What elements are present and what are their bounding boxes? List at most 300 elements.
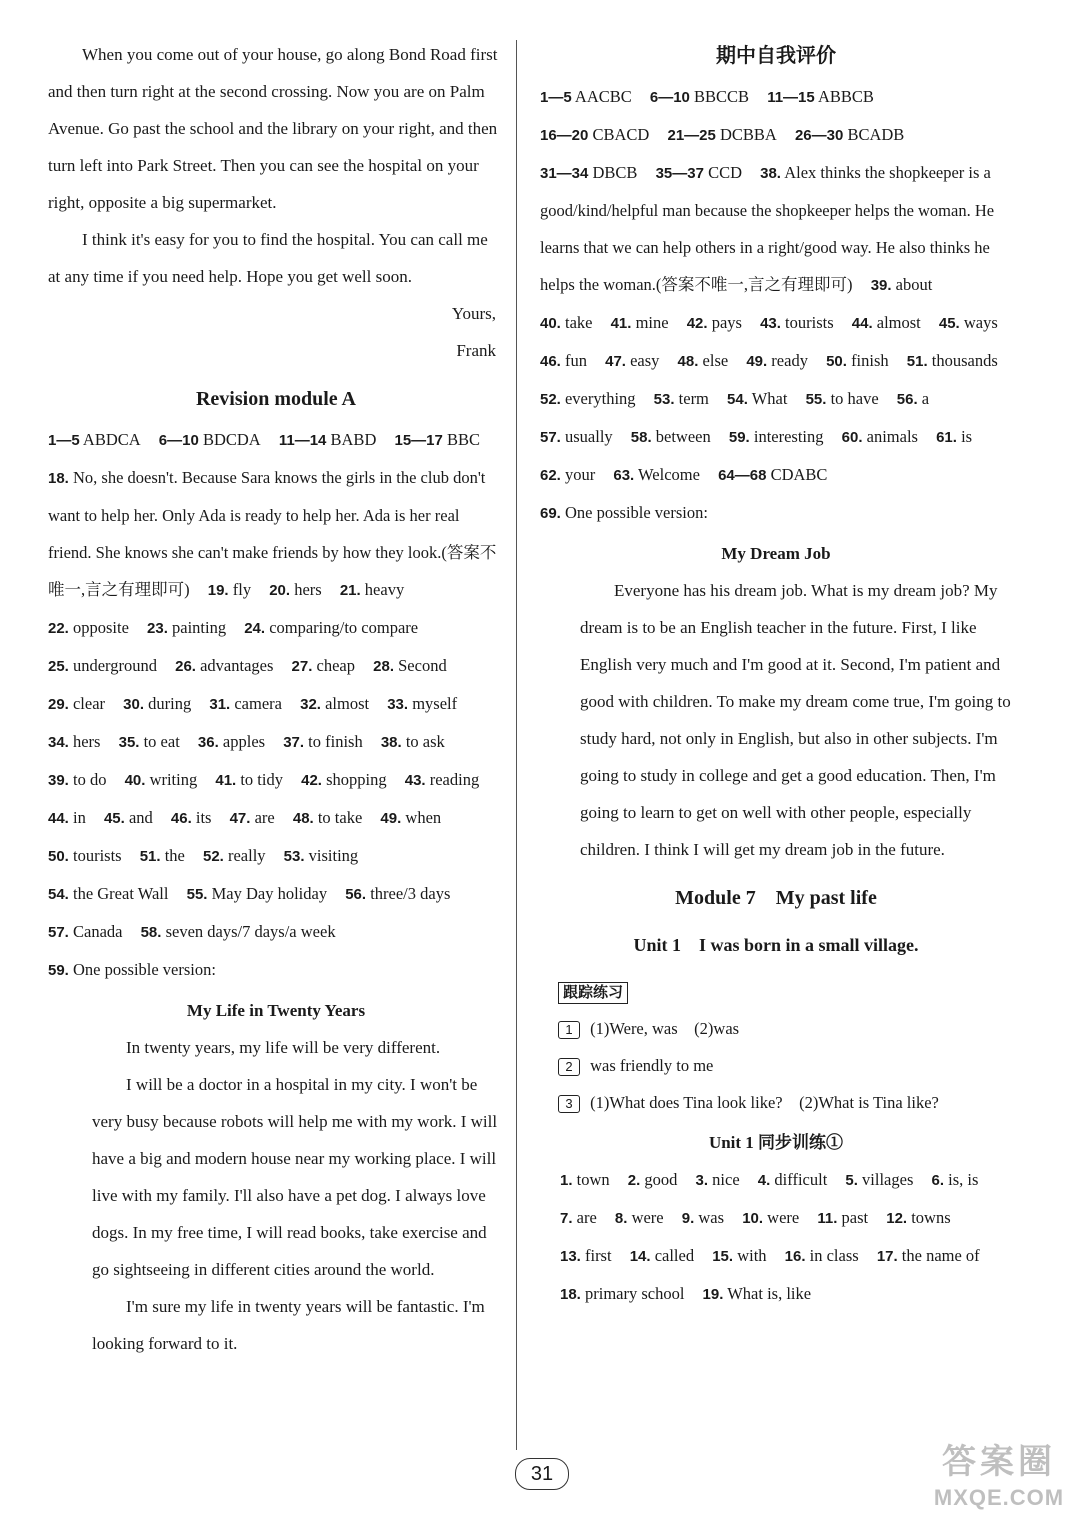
answer-item [292,656,355,675]
answer-text: difficult [770,1170,828,1189]
answer-item [104,808,153,827]
answer-text: about [891,275,933,294]
answer-item [871,275,933,294]
answer-text: three/3 days [366,884,451,903]
letter-body [48,36,504,369]
answer-text: No, she doesn't. Because Sara knows the girls in the club don't want to help her. Only Ada is ready to help her. Ada is her real friend. She knows she can't make friends by how they look.(答案不唯一,言之有理即可) [48,468,497,599]
answer-text: DCBBA [715,125,777,144]
answer-item [687,313,742,332]
answer-text: BBCCB [689,87,750,106]
answer-item [932,1170,979,1189]
answer-number: 14. [629,1248,651,1265]
answer-text: finish [846,351,889,370]
sync-answer-list [540,1161,1012,1313]
answer-item [742,1208,799,1227]
answer-item [300,694,369,713]
answer-number: 32. [300,696,321,713]
answer-text: ways [959,313,998,332]
sync-training-title: Unit 1 同步训练① [708,1133,844,1152]
answer-text: visiting [304,846,359,865]
answer-number: 1—5 [48,432,80,449]
answer-item [380,808,441,827]
answer-item [907,351,998,370]
answer-number: 8. [614,1210,628,1227]
answer-text: BBC [442,430,481,449]
answer-number: 26—30 [794,127,844,144]
letter-paragraph: I think it's easy for you to find the hospital. You can call me at any time if you need help. Hope you get well soon. [48,230,488,286]
answer-text: fun [560,351,587,370]
answer-number: 50. [48,848,69,865]
answer-item [244,618,418,637]
answer-text: heavy [360,580,405,599]
answer-item [123,694,191,713]
answer-number: 43. [404,772,426,789]
question-number: 59. [48,962,69,979]
answer-number: 64—68 [718,467,767,484]
answer-number: 41. [610,315,632,332]
answer-number: 6—10 [649,89,690,106]
answer-item [631,427,711,446]
answer-number: 35—37 [655,165,704,182]
answer-text: are [572,1208,597,1227]
practice-item-number: 1 [558,1021,580,1039]
midterm-answer-list [540,78,1012,494]
answer-number: 51. [139,848,161,865]
answer-text: BABD [326,430,377,449]
answer-text: shopping [321,770,387,789]
answer-number: 16—20 [540,127,589,144]
letter-closing: Yours, [451,304,496,323]
answer-number: 24. [244,620,266,637]
answer-text: to ask [401,732,445,751]
answer-number: 29. [48,696,69,713]
answer-item [630,1246,694,1265]
answer-item [611,313,669,332]
answer-item [615,1208,664,1227]
answer-text: ABBCB [814,87,874,106]
answer-item [373,656,447,675]
answer-text: good [640,1170,678,1189]
answer-text: during [144,694,192,713]
answer-number: 35. [118,734,140,751]
answer-item [540,313,592,332]
answer-number: 61. [936,429,957,446]
revision-answer-list [48,421,504,951]
answer-number: 39. [48,772,69,789]
answer-item [175,656,273,675]
answer-text: pays [707,313,742,332]
answer-number: 48. [677,353,699,370]
essay-paragraph: Everyone has his dream job. What is my dream job? My dream is to be an English teacher in the future. First, I like English very much and I'm good at it. Second, I'm patient and good with children. To make my dream come true, I'm going to study hard, not only in English, but also in other subjects. I'm going to study in college and get a good education. Then, I'm going to learn to get on well with other people, especially children. I think I will get my dream job in the future. [580,581,1011,859]
essay-title-left: My Life in Twenty Years [186,1001,366,1020]
answer-text: everything [560,389,636,408]
answer-number: 26. [175,658,196,675]
answer-item [727,389,787,408]
practice-label: 跟踪练习 [558,982,628,1004]
letter-paragraph: When you come out of your house, go along Bond Road first and then turn right at the second crossing. Now you are on Palm Avenue. Go past the school and the library on your right, and then turn left into Park Street. Then you can see the hospital on your right, opposite a big supermarket. [48,45,498,212]
answer-item [187,884,327,903]
answer-text: May Day holiday [207,884,328,903]
answer-text: to have [826,389,879,408]
answer-number: 30. [123,696,145,713]
answer-number: 11. [817,1210,838,1227]
answer-number: 17. [876,1248,898,1265]
answer-number: 59. [728,429,750,446]
answer-text: Second [394,656,447,675]
answer-text: town [572,1170,610,1189]
answer-item [605,351,659,370]
answer-text: CDABC [766,465,828,484]
question-text: One possible version: [564,503,708,522]
answer-item [215,770,283,789]
answer-item [817,1208,868,1227]
answer-text: AACBC [571,87,632,106]
practice-item [558,1047,1012,1084]
unit-title: Unit 1 I was born in a small village. [633,935,919,955]
answer-number: 43. [760,315,781,332]
answer-number: 18. [560,1286,581,1303]
answer-item [125,770,198,789]
answer-number: 6. [931,1172,945,1189]
answer-number: 38. [380,734,402,751]
answer-text: in class [805,1246,859,1265]
answer-number: 52. [540,391,561,408]
watermark-url: MXQE.COM [933,1485,1065,1510]
answer-number: 41. [215,772,237,789]
answer-item [405,770,479,789]
question-69 [540,494,1012,532]
answer-number: 27. [291,658,313,675]
answer-text: towns [907,1208,951,1227]
answer-number: 16. [784,1248,806,1265]
answer-number: 42. [686,315,708,332]
answer-item [540,87,632,106]
answer-number: 40. [124,772,146,789]
answer-text: between [651,427,711,446]
answer-text: What is, like [723,1284,812,1303]
answer-text: reading [425,770,480,789]
answer-text: DBCB [588,163,638,182]
essay-body-left [48,1029,504,1362]
answer-item [795,125,904,144]
answer-number: 9. [681,1210,695,1227]
answer-number: 45. [938,315,960,332]
answer-item [560,1284,684,1303]
watermark-seal: 答案圈 [942,1443,1056,1481]
answer-item [746,351,808,370]
answer-item [141,922,336,941]
answer-number: 60. [841,429,863,446]
essay-paragraph: In twenty years, my life will be very different. [126,1038,441,1057]
answer-text: else [698,351,729,370]
answer-text: past [837,1208,869,1227]
answer-number: 42. [301,772,322,789]
answer-number: 21—25 [667,127,716,144]
answer-text: villages [857,1170,914,1189]
answer-text: BDCDA [198,430,261,449]
answer-item [826,351,889,370]
answer-number: 2. [627,1172,641,1189]
revision-module-title: Revision module A [195,388,357,410]
answer-item [852,313,921,332]
practice-item-number: 3 [558,1095,580,1113]
answer-item [48,922,122,941]
answer-text: a [917,389,930,408]
answer-number: 28. [373,658,394,675]
answer-item [540,389,636,408]
answer-text: were [763,1208,800,1227]
answer-item [283,732,363,751]
answer-item [345,884,450,903]
answer-number: 3. [695,1172,709,1189]
answer-item [48,732,100,751]
answer-item [718,465,827,484]
answer-number: 55. [186,886,208,903]
essay-body-right [540,572,1012,868]
answer-text: with [733,1246,767,1265]
answer-item [540,351,587,370]
answer-number: 47. [229,810,251,827]
answer-number: 13. [560,1248,581,1265]
answer-number: 25. [48,658,69,675]
answer-text: to do [68,770,107,789]
answer-number: 54. [727,391,748,408]
answer-text: fly [228,580,252,599]
answer-number: 56. [345,886,367,903]
answer-text: advantages [195,656,274,675]
answer-item [269,580,321,599]
practice-item-number: 2 [558,1058,580,1076]
answer-text: the Great Wall [68,884,169,903]
midterm-title: 期中自我评价 [716,45,836,67]
answer-number: 58. [140,924,162,941]
answer-item [381,732,445,751]
answer-item [650,87,749,106]
answer-number: 5. [845,1172,858,1189]
answer-text: cheap [312,656,356,675]
essay-paragraph: I will be a doctor in a hospital in my city. I won't be very busy because robots will help me with my work. I will have a big and modern house near my working place. I will live with my family. I'll also have a pet dog. I always love dogs. In my free time, I will read books, take exercise and go sightseeing in different cities around the world. [92,1075,498,1279]
column-divider [516,40,517,1450]
answer-number: 10. [742,1210,764,1227]
answer-text: primary school [580,1284,685,1303]
answer-text: when [401,808,442,827]
answer-item [682,1208,724,1227]
answer-item [48,430,141,449]
answer-number: 44. [851,315,873,332]
module-title: Module 7 My past life [675,887,877,909]
answer-number: 23. [147,620,168,637]
page-number: 31 [515,1458,569,1490]
answer-text: nice [708,1170,740,1189]
answer-item [48,618,129,637]
answer-text: the name of [897,1246,980,1265]
answer-item [667,125,776,144]
answer-number: 15. [712,1248,734,1265]
answer-item [628,1170,678,1189]
answer-text: called [650,1246,695,1265]
question-text: One possible version: [72,960,216,979]
answer-item [560,1246,612,1265]
answer-text: to take [313,808,363,827]
answer-item [785,1246,859,1265]
essay-title-right: My Dream Job [721,544,831,563]
answer-number: 40. [540,315,561,332]
answer-text: the [160,846,185,865]
answer-number: 6—10 [158,432,199,449]
answer-item [654,389,709,408]
answer-text: ready [767,351,808,370]
answer-text: easy [625,351,660,370]
answer-number: 55. [805,391,827,408]
answer-item [712,1246,766,1265]
answer-item [696,1170,740,1189]
answer-number: 62. [540,467,561,484]
answer-text: were [627,1208,664,1227]
letter-signature: Frank [456,341,496,360]
answer-number: 47. [605,353,626,370]
answer-text: comparing/to compare [265,618,419,637]
answer-item [140,846,185,865]
answer-text: camera [230,694,282,713]
answer-text: mine [631,313,669,332]
answer-item [159,430,261,449]
answer-number: 49. [380,810,402,827]
answer-number: 19. [702,1286,724,1303]
answer-item [845,1170,913,1189]
answer-item [284,846,359,865]
right-column [540,36,1012,1313]
left-column [48,36,504,1362]
answer-number: 12. [886,1210,908,1227]
answer-item [147,618,226,637]
answer-item [340,580,404,599]
answer-number: 63. [613,467,635,484]
answer-text: almost [872,313,921,332]
answer-number: 38. [760,165,781,182]
answer-item [729,427,824,446]
answer-text: clear [68,694,106,713]
answer-text: to eat [139,732,180,751]
answer-number: 48. [292,810,314,827]
answer-item [703,1284,812,1303]
answer-number: 53. [283,848,305,865]
answer-number: 58. [630,429,652,446]
answer-item [209,694,282,713]
essay-paragraph: I'm sure my life in twenty years will be fantastic. I'm looking forward to it. [92,1297,485,1353]
answer-text: in [68,808,86,827]
answer-item [394,430,480,449]
answer-number: 11—15 [767,89,815,106]
answer-item [613,465,700,484]
answer-text: Welcome [634,465,700,484]
practice-section [540,970,1012,1121]
answer-number: 46. [170,810,192,827]
answer-number: 37. [283,734,305,751]
answer-text: is, is [944,1170,979,1189]
answer-number: 51. [906,353,928,370]
answer-number: 36. [197,734,219,751]
answer-item [48,656,157,675]
answer-item [301,770,387,789]
answer-text: hers [68,732,101,751]
practice-item-text: (1)Were, was (2)was [590,1019,740,1038]
answer-item [656,163,742,182]
answer-text: first [580,1246,612,1265]
answer-item [230,808,275,827]
answer-item [540,125,649,144]
answer-text: take [560,313,593,332]
answer-text: underground [68,656,157,675]
answer-item [48,694,105,713]
answer-text: writing [145,770,198,789]
answer-number: 18. [48,470,69,487]
answer-number: 45. [103,810,125,827]
answer-number: 56. [896,391,918,408]
answer-text: ABDCA [79,430,141,449]
answer-text: its [191,808,212,827]
answer-item [48,770,106,789]
answer-text: was [694,1208,725,1227]
answer-number: 31. [209,696,231,713]
answer-number: 4. [757,1172,771,1189]
answer-text: hers [290,580,322,599]
answer-item [198,732,265,751]
answer-text: are [250,808,275,827]
answer-item [758,1170,828,1189]
answer-text: What [747,389,788,408]
answer-item [540,163,637,182]
watermark-logo [924,1440,1074,1512]
answer-item [48,808,86,827]
answer-item [48,884,168,903]
answer-text: Alex thinks the shopkeeper is a good/kind/helpful man because the shopkeeper helps the woman. He learns that we can help others in a right/good way. He also thinks he helps the woman.(答案不唯一,言之有理即可) [540,163,995,294]
answer-number: 49. [746,353,768,370]
answer-text: myself [408,694,458,713]
answer-item [877,1246,980,1265]
answer-text: is [956,427,973,446]
answer-item [806,389,879,408]
answer-item [208,580,251,599]
answer-number: 39. [870,277,892,294]
answer-text: to tidy [236,770,283,789]
answer-item [203,846,266,865]
answer-number: 1. [560,1172,573,1189]
answer-number: 11—14 [278,432,327,449]
answer-text: CCD [703,163,742,182]
answer-number: 7. [560,1210,573,1227]
answer-number: 53. [653,391,675,408]
answer-item [886,1208,950,1227]
answer-text: almost [320,694,370,713]
practice-item-text: (1)What does Tina look like? (2)What is Tina like? [590,1093,939,1112]
answer-text: usually [560,427,613,446]
answer-number: 52. [202,848,224,865]
answer-text: your [560,465,596,484]
practice-item [558,1084,1012,1121]
answer-number: 34. [48,734,69,751]
answer-item [939,313,998,332]
practice-item-text: was friendly to me [590,1056,714,1075]
answer-text: painting [167,618,227,637]
answer-item [760,313,834,332]
answer-text: Canada [68,922,123,941]
answer-number: 21. [339,582,361,599]
answer-number: 57. [540,429,561,446]
answer-number: 46. [540,353,561,370]
answer-number: 54. [48,886,69,903]
answer-text: to finish [304,732,363,751]
question-59 [48,951,504,989]
